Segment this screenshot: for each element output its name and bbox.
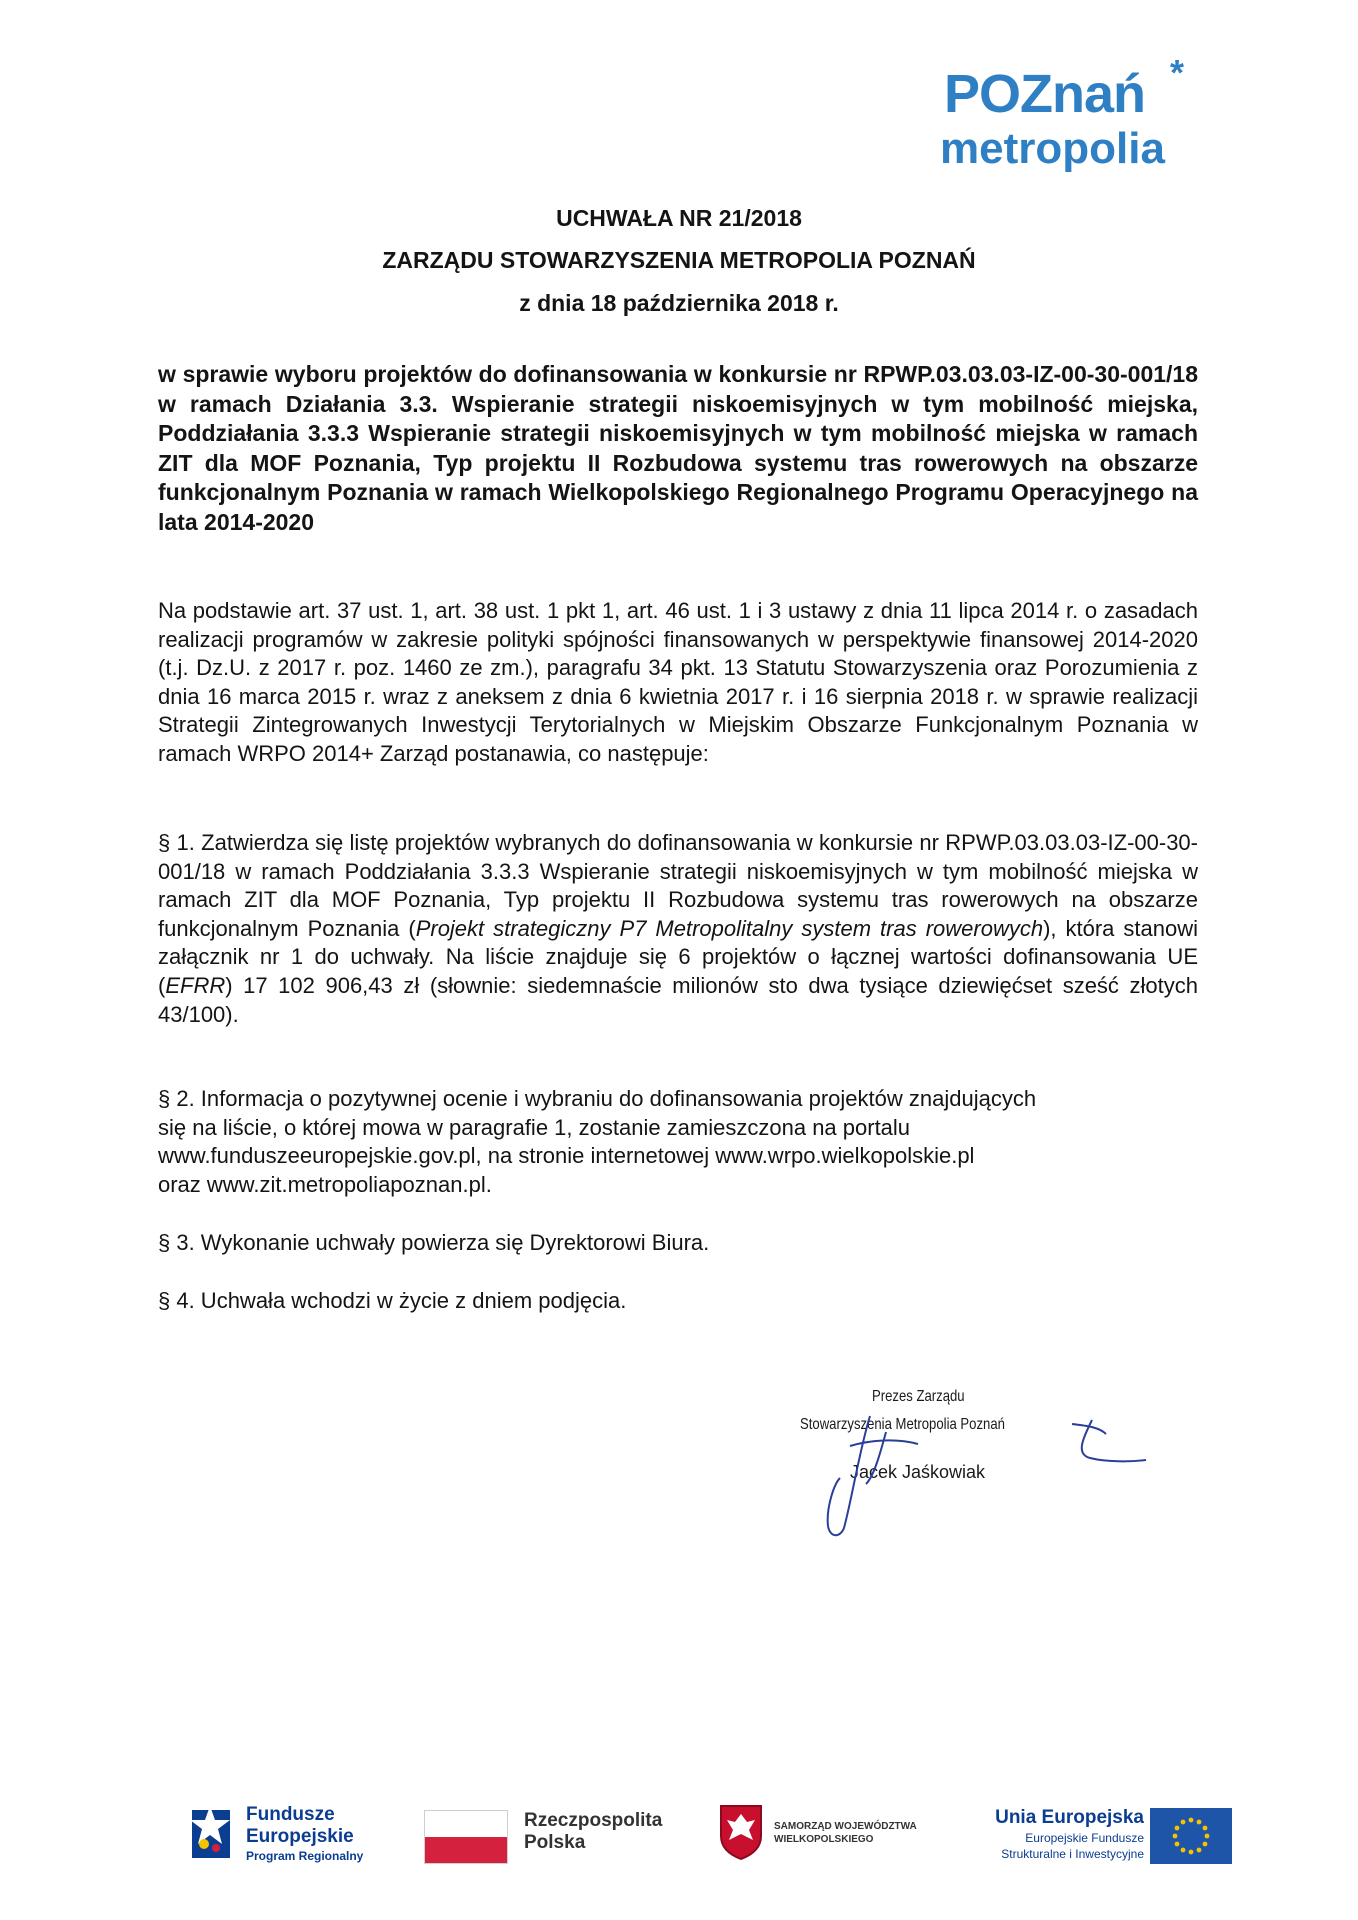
fe-line-2: Europejskie <box>246 1826 354 1847</box>
polish-flag <box>424 1810 508 1864</box>
ue-line-1: Unia Europejska <box>995 1807 1144 1828</box>
section-2-line-4: oraz www.zit.metropoliapoznan.pl. <box>158 1171 492 1197</box>
ue-line-3: Strukturalne i Inwestycyjne <box>1001 1847 1144 1861</box>
fundusze-europejskie-star-icon <box>190 1804 232 1862</box>
section-3-paragraph: § 3. Wykonanie uchwały powierza się Dyrektorowi Biura. <box>158 1230 710 1255</box>
rp-line-2: Polska <box>524 1832 586 1853</box>
funding-logos-footer <box>0 1796 1358 1876</box>
signatory-title-line-1: Prezes Zarządu <box>872 1388 965 1405</box>
legal-basis-paragraph: Na podstawie art. 37 ust. 1, art. 38 ust. 1 pkt 1, art. 46 ust. 1 i 3 ustawy z dnia 11 lipca 2014 r. o zasadach realizacji programów w zakresie polityki spójności finansowanych w perspektywie finansowej 2014-2020 (t.j. Dz.U. z 2017 r. poz. 1460 ze zm.), paragrafu 34 pkt. 13 Statutu Stowarzyszenia oraz Porozumienia z dnia 16 marca 2015 r. wraz z aneksem z dnia 6 kwietnia 2017 r. i 16 sierpnia 2018 r. w sprawie realizacji Strategii Zintegrowanych Inwestycji Terytorialnych w Miejskim Obszarze Funkcjonalnym Poznania w ramach WRPO 2014+ Zarząd postanawia, co następuje: <box>158 598 1198 766</box>
fe-line-3: Program Regionalny <box>246 1849 364 1863</box>
ue-line-2: Europejskie Fundusze <box>1025 1831 1144 1845</box>
logo-line-2: metropolia <box>940 124 1165 173</box>
wlkp-line-1: SAMORZĄD WOJEWÓDZTWA <box>774 1821 917 1832</box>
fundusze-europejskie-logo <box>246 1804 363 1864</box>
unia-europejska-logo <box>964 1806 1144 1862</box>
wielkopolska-crest-icon <box>719 1804 763 1860</box>
section-4-paragraph: § 4. Uchwała wchodzi w życie z dniem podjęcia. <box>158 1288 627 1313</box>
rp-line-1: Rzeczpospolita <box>524 1810 663 1831</box>
section-2-paragraph <box>158 1085 1198 1199</box>
resolution-number: UCHWAŁA NR 21/2018 <box>556 205 802 231</box>
handwritten-signature <box>800 1388 1180 1548</box>
poznan-metropolia-logo <box>930 52 1190 178</box>
signature-block <box>800 1388 1180 1548</box>
rzeczpospolita-polska-logo <box>524 1810 662 1854</box>
section-2-line-3: www.funduszeeuropejskie.gov.pl, na stronie internetowej www.wrpo.wielkopolskie.pl <box>158 1143 975 1169</box>
logo-line-1: POZnań <box>944 64 1146 124</box>
resolution-date: z dnia 18 października 2018 r. <box>519 290 839 316</box>
section-1-project-name: Projekt strategiczny P7 Metropolitalny system tras rowerowych <box>415 915 1044 941</box>
samorzad-wielkopolski-logo <box>774 1820 917 1846</box>
resolution-issuer: ZARZĄDU STOWARZYSZENIA METROPOLIA POZNAŃ <box>382 247 976 273</box>
logo-star-icon: * <box>1170 52 1185 93</box>
resolution-subject: w sprawie wyboru projektów do dofinansowania w konkursie nr RPWP.03.03.03-IZ-00-30-001/18 w ramach Działania 3.3. Wspieranie strategii niskoemisyjnych w tym mobilność miejska, Poddziałania 3.3.3 Wspieranie strategii niskoemisyjnych w tym mobilność miejska w ramach ZIT dla MOF Poznania, Typ projektu II Rozbudowa systemu tras rowerowych na obszarze funkcjonalnym Poznania w ramach Wielkopolskiego Regionalnego Programu Operacyjnego na lata 2014-2020 <box>158 361 1198 535</box>
section-1-paragraph <box>158 829 1198 1029</box>
eu-flag-icon <box>1150 1808 1232 1864</box>
section-1-text-a: § 1. Zatwierdza się listę projektów wybranych do dofinansowania w konkursie nr RPWP.03.03.03-IZ-00-30-001/18 w ramach Poddziałania 3.3.3 Wspieranie strategii niskoemisyjnych w tym mobilność miejska w ramach ZIT dla MOF Poznania, Typ projektu II Rozbudowa systemu tras rowerowych na obszarze funkcjonalnym Poznania ( <box>158 830 1198 941</box>
fe-line-1: Fundusze <box>246 1804 335 1825</box>
signatory-title-line-2: Stowarzyszenia Metropolia Poznań <box>800 1416 1005 1433</box>
wlkp-line-2: WIELKOPOLSKIEGO <box>774 1834 874 1845</box>
section-2-line-1: § 2. Informacja o pozytywnej ocenie i wybraniu do dofinansowania projektów znajdujących <box>158 1086 1037 1111</box>
signatory-name: Jacek Jaśkowiak <box>850 1462 986 1482</box>
section-1-text-c: ) 17 102 906,43 zł (słownie: siedemnaście milionów sto dwa tysiące dziewięćset sześć złotych 43/100). <box>158 972 1198 1027</box>
section-2-line-2: się na liście, o której mowa w paragrafie 1, zostanie zamieszczona na portalu <box>158 1114 911 1140</box>
section-1-fund-name: EFRR <box>165 972 226 998</box>
section-1-text-b: ), która stanowi załącznik nr 1 do uchwały. Na liście znajduje się 6 projektów o łącznej wartości dofinansowania UE ( <box>158 915 1199 998</box>
